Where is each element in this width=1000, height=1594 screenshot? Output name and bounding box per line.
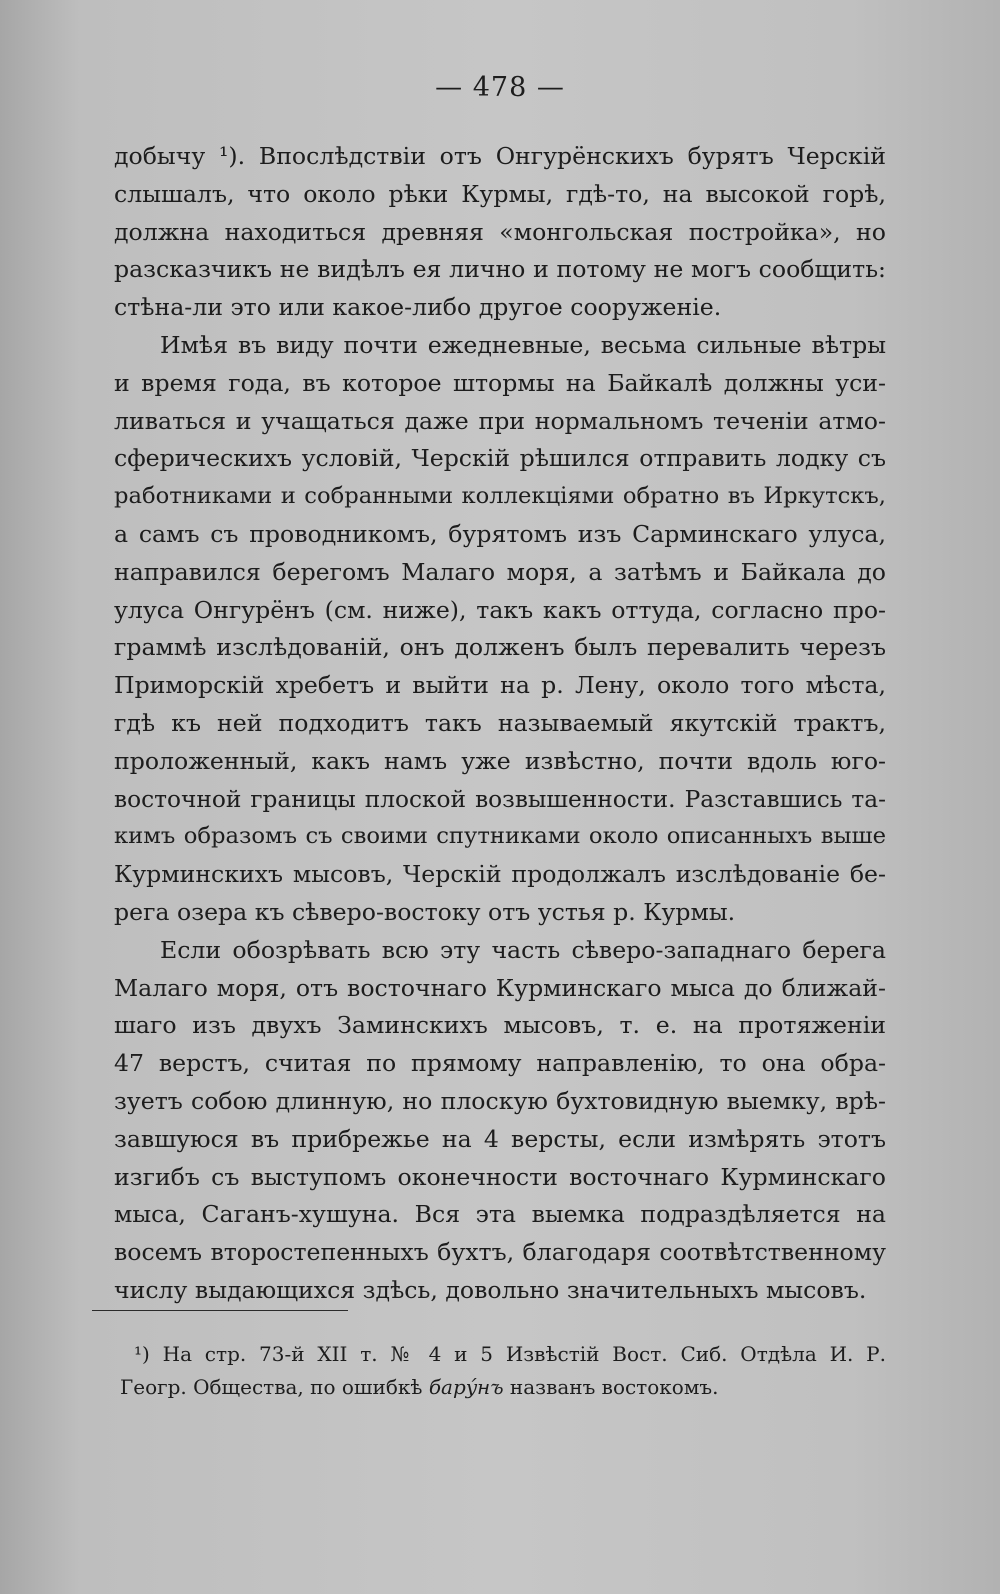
text-line: 47 верстъ, считая по прямому направленію, то она обра-	[114, 1049, 886, 1078]
text-line: шаго изъ двухъ Заминскихъ мысовъ, т. е. на протяженіи	[114, 1011, 886, 1040]
text-line: кимъ образомъ съ своими спутниками около описанныхъ выше	[114, 823, 886, 850]
text-line: зуетъ собою длинную, но плоскую бухтовидную выемку, врѣ-	[114, 1086, 886, 1115]
text-line: мыса, Саганъ-хушуна. Вся эта выемка подраздѣляется на	[114, 1200, 886, 1229]
text-line: Имѣя въ виду почти ежедневные, весьма сильные вѣтры	[160, 330, 886, 359]
text-line: добычу ¹). Впослѣдствіи отъ Онгурёнскихъ бурятъ Черскій	[114, 142, 886, 170]
footnote	[120, 1338, 886, 1404]
page-number: — 478 —	[435, 72, 565, 103]
footnote-line	[120, 1371, 886, 1404]
text-line: восемъ второстепенныхъ бухтъ, благодаря соотвѣтственному	[114, 1238, 886, 1267]
text-line: числу выдающихся здѣсь, довольно значительныхъ мысовъ.	[114, 1275, 867, 1304]
text-line: граммѣ изслѣдованій, онъ долженъ былъ перевалить черезъ	[114, 633, 886, 662]
text-line: работниками и собранными коллекціями обратно въ Иркутскъ,	[114, 483, 886, 510]
text-line: и время года, въ которое штормы на Байкалѣ должны уси-	[114, 368, 886, 397]
paragraph	[114, 932, 886, 1310]
footnote-italic-word: барýнъ	[428, 1375, 504, 1399]
paragraph	[114, 138, 886, 327]
text-line: Малаго моря, отъ восточнаго Курминскаго мыса до ближай-	[114, 973, 886, 1002]
text-line: должна находиться древняя «монгольская постройка», но	[114, 217, 886, 246]
body-text	[114, 138, 886, 1310]
footnote-divider	[92, 1310, 348, 1311]
text-line: рега озера къ сѣверо-востоку отъ устья р. Курмы.	[114, 897, 736, 926]
text-line: Курминскихъ мысовъ, Черскій продолжалъ изслѣдованіе бе-	[114, 860, 886, 889]
text-line: проложенный, какъ намъ уже извѣстно, почти вдоль юго-	[114, 746, 886, 775]
text-line: стѣна-ли это или какое-либо другое сооруженіе.	[114, 293, 722, 322]
footnote-text: названъ востокомъ.	[503, 1375, 719, 1399]
text-line: ливаться и учащаться даже при нормальномъ теченіи атмо-	[114, 406, 886, 435]
text-line: направился берегомъ Малаго моря, а затѣмъ и Байкала до	[114, 557, 886, 586]
text-line: а самъ съ проводникомъ, бурятомъ изъ Сарминскаго улуса,	[114, 519, 886, 548]
text-line: гдѣ къ ней подходитъ такъ называемый якутскій трактъ,	[114, 708, 886, 737]
text-line: улуса Онгурёнъ (см. ниже), такъ какъ оттуда, согласно про-	[114, 595, 886, 624]
text-line: изгибъ съ выступомъ оконечности восточнаго Курминскаго	[114, 1162, 886, 1191]
text-line: слышалъ, что около рѣки Курмы, гдѣ-то, на высокой горѣ,	[114, 179, 886, 208]
paragraph	[114, 327, 886, 932]
text-line: Приморскій хребетъ и выйти на р. Лену, около того мѣста,	[114, 671, 886, 700]
text-line: разсказчикъ не видѣлъ ея лично и потому не могъ сообщить:	[114, 255, 886, 284]
footnote-line: ¹) На стр. 73-й XII т. № 4 и 5 Извѣстій Вост. Сиб. Отдѣла И. Р.	[134, 1342, 886, 1366]
footnote-text: Геогр. Общества, по ошибкѣ	[120, 1375, 429, 1399]
text-line: восточной границы плоской возвышенности. Разставшись та-	[114, 785, 886, 813]
text-line: завшуюся въ прибрежье на 4 версты, если измѣрять этотъ	[114, 1124, 886, 1153]
text-line: сферическихъ условій, Черскій рѣшился отправить лодку съ	[114, 444, 886, 473]
text-line: Если обозрѣвать всю эту часть сѣверо-западнаго берега	[160, 935, 886, 964]
